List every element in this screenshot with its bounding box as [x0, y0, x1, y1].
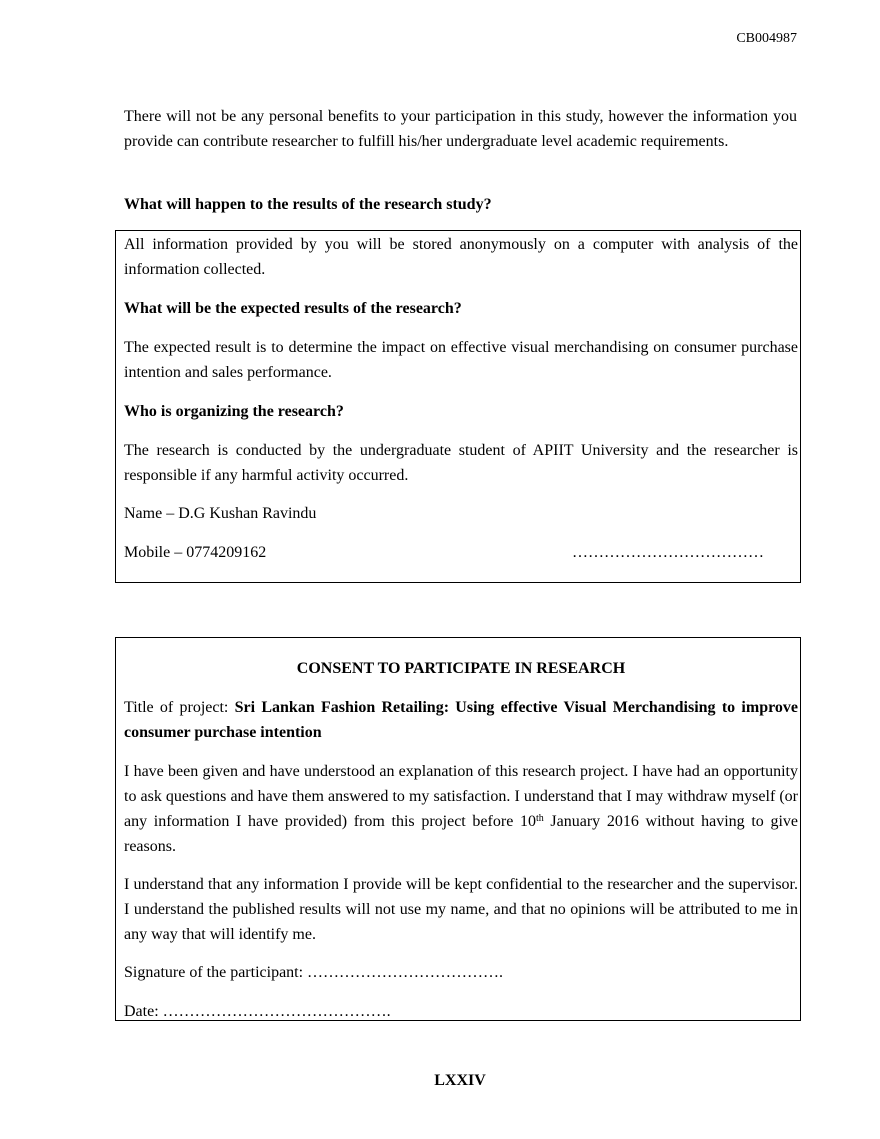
results-heading: What will happen to the results of the research study?	[124, 196, 492, 213]
intro-paragraph: There will not be any personal benefits to your participation in this study, however the information you provide can contribute researcher to fulfill his/her undergraduate level academic requirements.	[124, 108, 797, 150]
project-title: Sri Lankan Fashion Retailing: Using effective Visual Merchandising to improve consumer purchase intention	[124, 699, 798, 741]
participant-signature-line: Signature of the participant: ……………………………….	[124, 964, 504, 981]
researcher-name: Name – D.G Kushan Ravindu	[124, 505, 317, 522]
expected-results-paragraph: The expected result is to determine the impact on effective visual merchandising on consumer purchase intention and sales performance.	[124, 339, 798, 381]
researcher-signature-line: ………………………………	[572, 544, 764, 561]
researcher-mobile: Mobile – 0774209162	[124, 544, 267, 561]
date-line: Date: …………………………………….	[124, 1003, 391, 1020]
project-title-label: Title of project:	[124, 699, 235, 716]
consent-paragraph-1: I have been given and have understood an explanation of this research project. I have had an opportunity to ask questions and have them answered to my satisfaction. I understand that I may withdraw myself (or any information I have provided) from this project before 10th January 2016 without having to give reasons.	[124, 763, 799, 855]
mobile-row	[124, 540, 798, 565]
page-number: LXXIV	[434, 1072, 486, 1089]
storage-paragraph: All information provided by you will be stored anonymously on a computer with analysis of the information collected.	[124, 236, 798, 278]
research-info-box	[115, 230, 801, 583]
organizer-paragraph: The research is conducted by the undergraduate student of APIIT University and the researcher is responsible if any harmful activity occurred.	[124, 442, 798, 484]
organizer-heading: Who is organizing the research?	[124, 403, 344, 420]
expected-results-heading: What will be the expected results of the research?	[124, 300, 462, 317]
consent-box	[115, 637, 801, 1021]
document-id: CB004987	[736, 31, 797, 46]
consent-title: CONSENT TO PARTICIPATE IN RESEARCH	[296, 660, 626, 677]
project-title-paragraph	[124, 695, 798, 745]
consent-paragraph-2: I understand that any information I provide will be kept confidential to the researcher and the supervisor. I understand the published results will not use my name, and that no opinions will be attributed to me in any way that will identify me.	[124, 876, 798, 943]
